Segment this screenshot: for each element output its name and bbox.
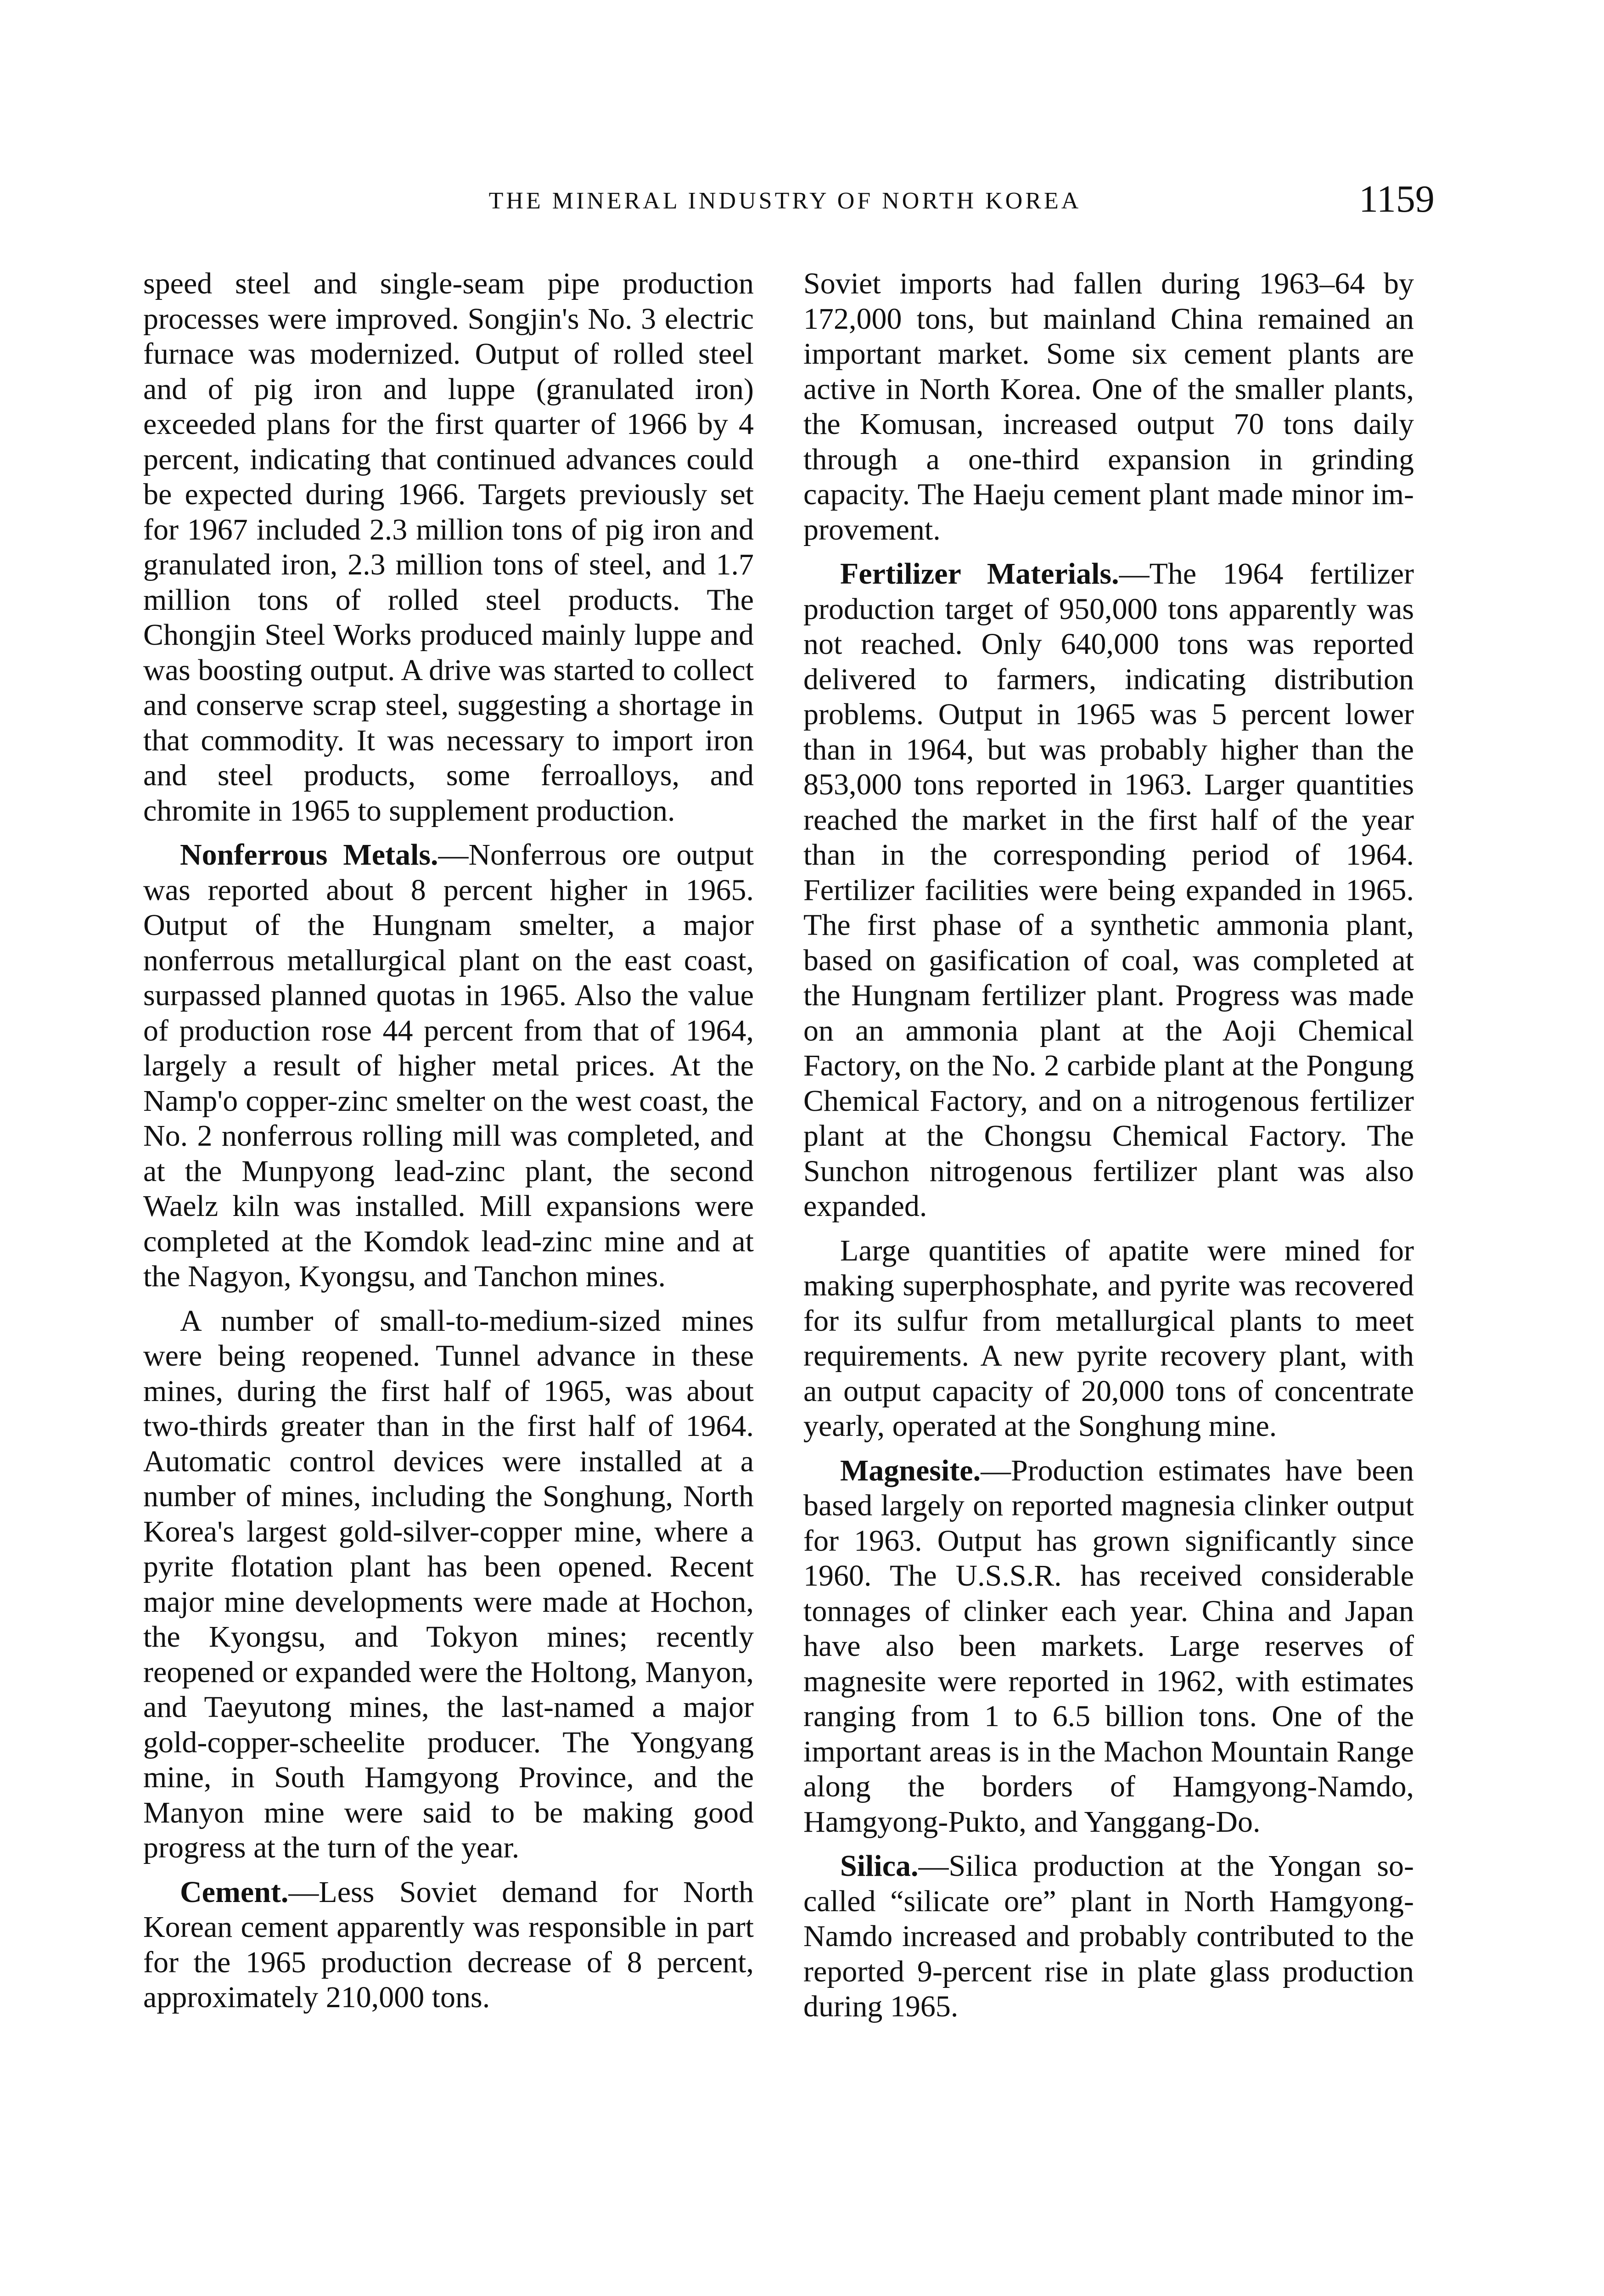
iron-steel-continued-paragraph: speed steel and single-seam pipe production processes were improved. Songjin's No. 3 electric furnace was modernized. Output of rolled steel and of pig iron and luppe (granulated iron) exceeded plans for the first quarter of 1966 by 4 percent, indicating that continued advances could be expected during 1966. Targets previously set for 1967 included 2.3 million tons of pig iron and granulated iron, 2.3 million tons of steel, and 1.7 million tons of rolled steel products. The Chongjin Steel Works produced mainly luppe and was boosting output. A drive was started to collect and conserve scrap steel, suggesting a shortage in that commodity. It was necessary to import iron and steel products, some ferroalloys, and chromite in 1965 to supplement production. [143,267,754,827]
nonferrous-metals-text: —Nonferrous ore output was reported about 8 percent higher in 1965. Output of the Hungnam smelter, a major nonferrous metallurgical plant on the east coast, surpassed planned quotas in 1965. Also the value of production rose 44 percent from that of 1964, largely a result of higher metal prices. At the Namp'o copper-zinc smelter on the west coast, the No. 2 nonferrous rolling mill was completed, and at the Munpyong lead-zinc plant, the second Waelz kiln was installed. Mill expansions were completed at the Komdok lead-zinc mine and at the Nagyon, Kyongsu, and Tanchon mines. [143,838,754,1293]
apatite-pyrite-paragraph: Large quantities of apatite were mined for making superphosphate, and pyrite was recovered for its sulfur from metallurgical plants to meet requirements. A new pyrite recovery plant, with an output capacity of 20,000 tons of concentrate yearly, operated at the Songhung mine. [803,1233,1414,1443]
silica-text: —Silica production at the Yongan so-called “silicate ore” plant in North Hamgyong-Namdo increased and probably contributed to the reported 9-percent rise in plate glass production during 1965. [803,1849,1414,2023]
cement-paragraph [143,1875,754,2015]
running-title: THE MINERAL INDUSTRY OF NORTH KOREA [488,188,1082,214]
nonferrous-metals-paragraph [143,838,754,1294]
fertilizer-materials-heading: Fertilizer Materials. [840,557,1119,591]
fertilizer-materials-paragraph [803,557,1414,1224]
silica-paragraph [803,1849,1414,2025]
left-column [143,266,754,2025]
cement-heading: Cement. [180,1875,289,1909]
mines-paragraph: A number of small-to-medium-sized mines were being reopened. Tunnel advance in these mines, during the first half of 1965, was about two-thirds greater than in the first half of 1964. Automatic control devices were installed at a number of mines, including the Songhung, North Korea's largest gold-silver-copper mine, where a pyrite flotation plant has been opened. Recent major mine developments were made at Hochon, the Kyongsu, and Tokyon mines; recently reopened or expanded were the Holtong, Manyon, and Taeyutong mines, the last-named a major gold-copper-scheelite producer. The Yongyang mine, in South Hamgyong Province, and the Manyon mine were said to be making good progress at the turn of the year. [143,1304,754,1864]
fertilizer-materials-text: —The 1964 fertilizer production target of 950,000 tons apparently was not reached. Only 640,000 tons was reported delivered to farmers, indicating distribution problems. Output in 1965 was 5 percent lower than in 1964, but was probably higher than the 853,000 tons reported in 1963. Larger quantities reached the market in the first half of the year than in the corresponding period of 1964. Fertilizer facilities were being expanded in 1965. The first phase of a synthetic ammonia plant, based on gasification of coal, was completed at the Hungnam fertilizer plant. Progress was made on an ammonia plant at the Aoji Chemical Factory, on the No. 2 carbide plant at the Pongung Chemical Factory, and on a nitrogenous fertilizer plant at the Chongsu Chemical Factory. The Sunchon nitrogenous fertilizer plant was also expanded. [803,557,1414,1223]
cement-continued-paragraph: Soviet imports had fallen during 1963–64 by 172,000 tons, but mainland China remained an important market. Some six cement plants are active in North Korea. One of the smaller plants, the Komusan, increased output 70 tons daily through a one-third expansion in grinding capacity. The Haeju cement plant made minor improvement. [803,267,1414,546]
magnesite-text: —Production estimates have been based largely on reported magnesia clinker output for 1963. Output has grown significantly since 1960. The U.S.S.R. has received considerable tonnages of clinker each year. China and Japan have also been markets. Large reserves of magnesite were reported in 1962, with estimates ranging from 1 to 6.5 billion tons. One of the important areas is in the Machon Mountain Range along the borders of Hamgyong-Namdo, Hamgyong-Pukto, and Yanggang-Do. [803,1453,1414,1839]
magnesite-paragraph [803,1453,1414,1840]
cement-text: —Less Soviet demand for North Korean cement apparently was responsible in part for the 1965 production decrease of 8 percent, approximately 210,000 tons. [143,1875,754,2014]
right-column [803,266,1414,2034]
page-number: 1159 [1359,178,1435,220]
nonferrous-metals-heading: Nonferrous Metals. [180,838,438,872]
magnesite-heading: Magnesite. [840,1453,981,1487]
running-head [0,178,1604,220]
silica-heading: Silica. [840,1849,919,1883]
